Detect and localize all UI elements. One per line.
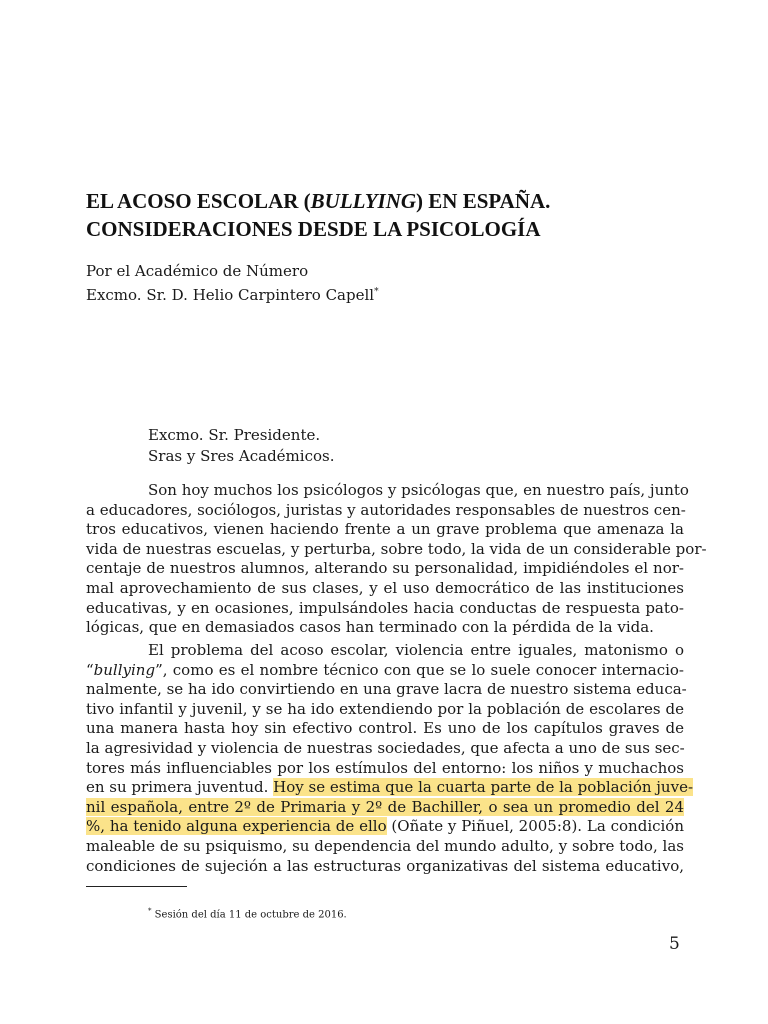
text-line: vida de nuestras escuelas, y perturba, sobre todo, la vida de un considerable por- (86, 539, 707, 558)
article-title (86, 187, 686, 243)
text-line: tros educativos, vienen haciendo frente a un grave problema que amenaza la (86, 520, 684, 539)
text-run: (Oñate y Piñuel, 2005:8). La condición (386, 817, 685, 836)
text-run: en su primera juventud. (86, 778, 274, 797)
text-line: condiciones de sujeción a las estructuras organizativas del sistema educativo, (86, 856, 684, 875)
text-line: centaje de nuestros alumnos, alterando su personalidad, impidiéndoles el nor- (86, 559, 684, 578)
text-line: tivo infantil y juvenil, y se ha ido extendiendo por la población de escolares de (86, 699, 684, 718)
salutation (148, 425, 334, 467)
text-line: mal aprovechamiento de sus clases, y el uso democrático de las instituciones (86, 578, 684, 597)
title-line-1 (86, 187, 686, 215)
footnote-text: Sesión del día 11 de octubre de 2016. (151, 909, 347, 921)
footnote-marker[interactable]: * (374, 287, 379, 297)
byline-author (86, 282, 379, 306)
text-line: tores más influenciables por los estímulos del entorno: los niños y muchachos (86, 758, 684, 777)
text-line: a educadores, sociólogos, juristas y autoridades responsables de nuestros cen- (86, 500, 686, 519)
italic-term: bullying (93, 660, 156, 679)
author-byline (86, 261, 379, 306)
highlighted-text: %, ha tenido alguna experiencia de ello (86, 817, 387, 836)
text-line (86, 798, 684, 818)
text-run: ”, como es el nombre técnico con que se lo suele conocer internacio- (155, 660, 684, 679)
byline-role: Por el Académico de Número (86, 262, 309, 280)
footnote-divider (86, 886, 187, 887)
author-name: Excmo. Sr. D. Helio Carpintero Capell (86, 286, 375, 304)
page-number: 5 (669, 934, 680, 954)
salutation-line-2: Sras y Sres Académicos. (148, 447, 335, 465)
footnote-mark: * (148, 907, 152, 915)
text-line: lógicas, que en demasiados casos han terminado con la pérdida de la vida. (86, 618, 654, 637)
text-line (86, 661, 684, 681)
text-line: Son hoy muchos los psicólogos y psicólogas que, en nuestro país, junto (148, 481, 689, 499)
title-italic-term: BULLYING (310, 189, 417, 213)
paragraph-1 (86, 481, 707, 638)
quote-open: “ (86, 660, 94, 679)
text-line: la agresividad y violencia de nuestras sociedades, que afecta a uno de sus sec- (86, 738, 685, 757)
text-line (86, 817, 684, 837)
highlighted-text: nil española, entre 2º de Primaria y 2º de Bachiller, o sea un promedio del 24 (86, 797, 684, 816)
footnote (148, 904, 347, 922)
title-line-2: CONSIDERACIONES DESDE LA PSICOLOGÍA (86, 217, 541, 241)
text-line (86, 778, 694, 798)
paragraph-2 (86, 641, 694, 876)
salutation-line-1: Excmo. Sr. Presidente. (148, 426, 321, 444)
text-line: educativas, y en ocasiones, impulsándoles hacia conductas de respuesta pato- (86, 598, 684, 617)
highlighted-text: Hoy se estima que la cuarta parte de la población juve- (273, 778, 694, 797)
title-part: ) EN ESPAÑA. (416, 189, 551, 213)
text-line: una manera hasta hoy sin efectivo control. Es uno de los capítulos graves de (86, 719, 684, 738)
text-line: maleable de su psiquismo, su dependencia del mundo adulto, y sobre todo, las (86, 836, 684, 855)
text-line: nalmente, se ha ido convirtiendo en una grave lacra de nuestro sistema educa- (86, 680, 687, 699)
title-part: EL ACOSO ESCOLAR ( (86, 189, 311, 213)
text-line: El problema del acoso escolar, violencia entre iguales, matonismo o (148, 641, 684, 659)
